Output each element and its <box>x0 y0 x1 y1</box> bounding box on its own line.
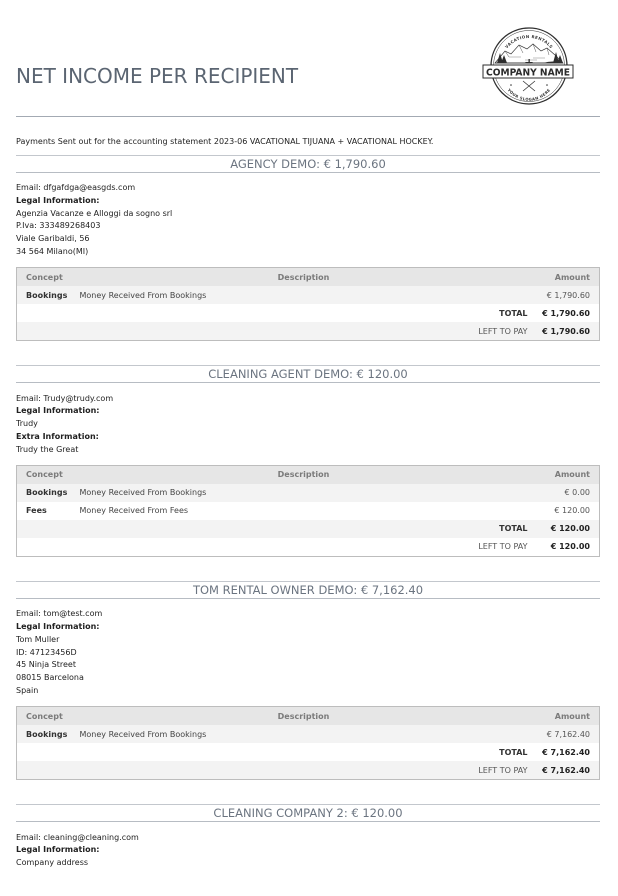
total-row <box>17 743 600 761</box>
info-line: Company address <box>16 858 89 867</box>
section-heading: TOM RENTAL OWNER DEMO: € 7,162.40 <box>16 581 600 599</box>
company-logo-icon <box>481 25 575 109</box>
page-header <box>16 0 600 117</box>
column-header-concept: Concept <box>26 272 63 282</box>
recipient-email: Email: dfgafdga@easgds.com <box>16 183 136 192</box>
row-description: Money Received From Bookings <box>79 290 207 300</box>
info-line: 34 564 Milano(MI) <box>16 246 89 256</box>
row-description: Money Received From Bookings <box>79 488 207 498</box>
total-row <box>17 304 600 322</box>
left-to-pay-amount: € 120.00 <box>550 542 590 552</box>
total-label: TOTAL <box>499 524 528 534</box>
row-concept: Bookings <box>26 488 68 498</box>
info-line: Spain <box>16 685 39 695</box>
left-to-pay-label: LEFT TO PAY <box>478 542 528 552</box>
column-header-concept: Concept <box>26 711 63 721</box>
column-header-amount: Amount <box>554 272 590 282</box>
breakdown-table <box>16 706 600 780</box>
logo-company-name: COMPANY NAME <box>486 67 571 79</box>
recipient-section <box>16 804 600 870</box>
left-to-pay-label: LEFT TO PAY <box>478 765 528 775</box>
section-heading: AGENCY DEMO: € 1,790.60 <box>16 155 600 173</box>
recipient-section <box>16 581 600 780</box>
total-label: TOTAL <box>499 747 528 757</box>
total-amount: € 1,790.60 <box>542 308 590 318</box>
left-to-pay-row <box>17 761 600 780</box>
table-row <box>17 502 600 520</box>
left-to-pay-amount: € 7,162.40 <box>542 765 590 775</box>
breakdown-table <box>16 267 600 341</box>
row-amount: € 1,790.60 <box>546 290 590 300</box>
info-line: Agenzia Vacanze e Alloggi da sogno srl <box>16 208 173 218</box>
row-amount: € 120.00 <box>554 506 590 516</box>
row-description: Money Received From Fees <box>79 506 189 516</box>
logo-top-text: VACATION RENTALS <box>503 33 555 50</box>
company-logo <box>481 25 575 109</box>
info-line: 45 Ninja Street <box>16 660 76 670</box>
info-line: Trudy <box>16 419 38 428</box>
column-header-description: Description <box>277 711 330 721</box>
recipient-section <box>16 155 600 342</box>
logo-slogan-text: YOUR SLOGAN HERE <box>506 87 552 102</box>
table-row <box>17 286 600 304</box>
breakdown-table <box>16 465 600 557</box>
table-header-row <box>17 465 600 484</box>
info-line: Trudy the Great <box>16 444 79 454</box>
left-to-pay-label: LEFT TO PAY <box>478 326 528 336</box>
statement-intro: Payments Sent out for the accounting statement 2023-06 VACATIONAL TIJUANA + VACATIONAL HOCKEY. <box>16 137 434 146</box>
table-row <box>17 725 600 743</box>
recipient-email: Email: cleaning@cleaning.com <box>16 832 139 842</box>
legal-info-label: Legal Information: <box>16 195 100 205</box>
row-concept: Bookings <box>26 729 68 739</box>
column-header-amount: Amount <box>554 711 590 721</box>
row-description: Money Received From Bookings <box>79 729 207 739</box>
section-heading: CLEANING AGENT DEMO: € 120.00 <box>16 365 600 383</box>
legal-info-label: Legal Information: <box>16 622 100 631</box>
total-row <box>17 520 600 538</box>
table-row <box>17 484 600 502</box>
recipient-email: Email: Trudy@trudy.com <box>16 393 114 403</box>
left-to-pay-amount: € 1,790.60 <box>542 326 590 336</box>
row-concept: Bookings <box>26 290 68 300</box>
recipient-info <box>16 608 600 697</box>
total-amount: € 7,162.40 <box>542 747 590 757</box>
legal-info-label: Legal Information: <box>16 406 100 416</box>
info-line: ID: 47123456D <box>16 647 77 657</box>
recipient-email: Email: tom@test.com <box>16 609 103 619</box>
column-header-description: Description <box>277 272 330 282</box>
info-line: 08015 Barcelona <box>16 673 84 682</box>
table-header-row <box>17 268 600 287</box>
left-to-pay-row <box>17 322 600 341</box>
info-line: Viale Garibaldi, 56 <box>16 234 90 243</box>
column-header-concept: Concept <box>26 470 63 480</box>
total-label: TOTAL <box>499 308 528 318</box>
recipient-section <box>16 365 600 557</box>
recipient-info <box>16 832 600 870</box>
section-heading: CLEANING COMPANY 2: € 120.00 <box>16 804 600 822</box>
row-amount: € 7,162.40 <box>546 729 590 739</box>
legal-info-label: Legal Information: <box>16 845 100 855</box>
row-amount: € 0.00 <box>564 488 590 498</box>
info-line: Tom Muller <box>16 634 60 644</box>
table-header-row <box>17 707 600 726</box>
info-line: P.Iva: 333489268403 <box>16 221 101 231</box>
total-amount: € 120.00 <box>550 524 590 534</box>
recipient-info <box>16 182 600 259</box>
page-title: NET INCOME PER RECIPIENT <box>16 64 299 88</box>
column-header-amount: Amount <box>554 470 590 480</box>
extra-info-label: Extra Information: <box>16 431 99 441</box>
left-to-pay-row <box>17 538 600 557</box>
recipient-info <box>16 393 600 457</box>
row-concept: Fees <box>26 506 47 516</box>
column-header-description: Description <box>277 470 330 480</box>
